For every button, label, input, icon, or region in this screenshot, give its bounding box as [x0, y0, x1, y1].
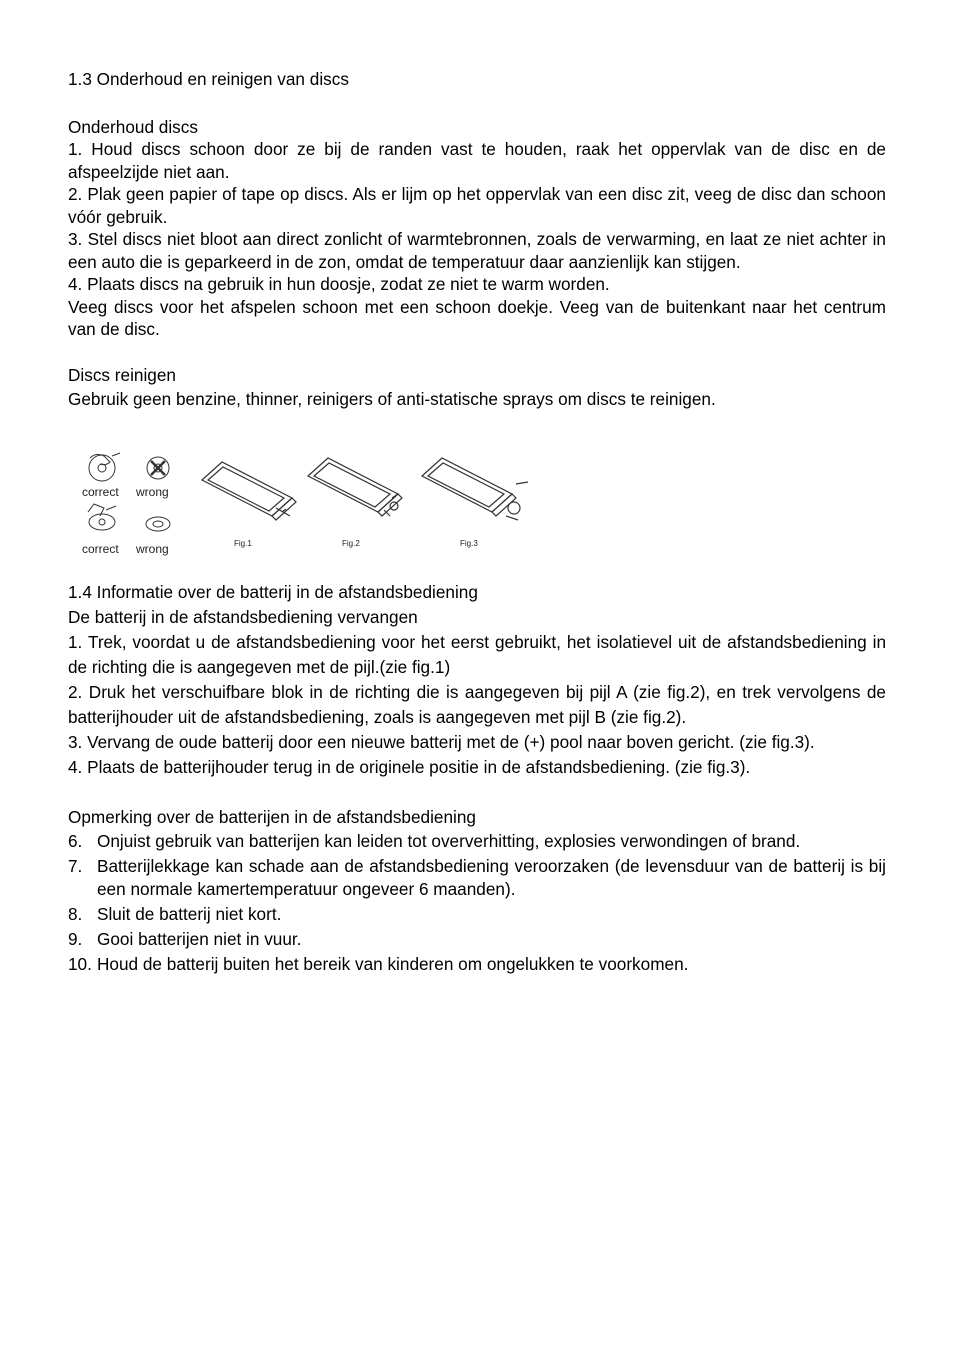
maintenance-item-1: 1. Houd discs schoon door ze bij de randen vast te houden, raak het oppervlak van de disc en de afspeelzijde niet aan. — [68, 139, 886, 182]
remote-fig2-illustration — [308, 458, 402, 516]
disc-and-remote-illustrations — [76, 450, 546, 560]
list-item: 9. Gooi batterijen niet in vuur. — [68, 928, 302, 949]
disc-wrong-handling-icon — [147, 457, 169, 479]
document-page — [68, 68, 886, 978]
maintenance-item-2: 2. Plak geen papier of tape op discs. Als er lijm op het oppervlak van een disc zit, veeg de disc dan schoon vóór gebruik. — [68, 184, 886, 227]
label-fig1: Fig.1 — [234, 539, 252, 548]
list-item: 6. Onjuist gebruik van batterijen kan leiden tot oververhitting, explosies verwondingen of brand. — [68, 831, 801, 851]
label-correct-1: correct — [82, 485, 119, 499]
label-wrong-1: wrong — [136, 485, 169, 499]
maintenance-item-3: 3. Stel discs niet bloot aan direct zonlicht of warmtebronnen, zoals de verwarming, en laat ze niet achter in een auto die is geparkeerd in de zon, omdat de temperatuur daar aanzienlijk kan stijgen. — [68, 229, 886, 272]
remote-fig3-illustration — [422, 458, 528, 520]
remote-fig1-illustration — [202, 462, 296, 520]
cleaning-text: Gebruik geen benzine, thinner, reinigers of anti-statische sprays om discs te reinigen. — [68, 388, 716, 409]
label-fig2: Fig.2 — [342, 539, 360, 548]
battery-step-2: 2. Druk het verschuifbare blok in de richting die is aangegeven bij pijl A (zie fig.2), en trek vervolgens de batterijhouder uit de afstandsbediening, zoals is aangegeven met pijl B (zie fig.2). — [68, 682, 886, 727]
list-item: 8. Sluit de batterij niet kort. — [68, 903, 282, 924]
label-fig3: Fig.3 — [460, 539, 478, 548]
section-heading-battery: 1.4 Informatie over de batterij in de afstandsbediening — [68, 582, 478, 602]
battery-step-3: 3. Vervang de oude batterij door een nieuwe batterij met de (+) pool naar boven gericht. (zie fig.3). — [68, 732, 815, 752]
battery-step-1: 1. Trek, voordat u de afstandsbediening voor het eerst gebruikt, het isolatievel uit de afstandsbediening in de richting die is aangegeven met de pijl.(zie fig.1) — [68, 632, 886, 677]
label-wrong-2: wrong — [136, 542, 169, 556]
subheading-maintenance: Onderhoud discs — [68, 116, 198, 137]
disc-wrong-wiping-icon — [146, 517, 170, 531]
list-item: 10. Houd de batterij buiten het bereik van kinderen om ongelukken te voorkomen. — [68, 953, 689, 974]
list-item: 7. Batterijlekkage kan schade aan de afstandsbediening veroorzaken (de levensduur van de batterij is bij een normale kamertemperatuur ongeveer 6 maanden). — [68, 856, 886, 899]
subheading-replace-battery: De batterij in de afstandsbediening vervangen — [68, 607, 418, 627]
subheading-cleaning: Discs reinigen — [68, 364, 176, 385]
disc-correct-wiping-icon — [88, 504, 116, 530]
section-heading-disc-care: 1.3 Onderhoud en reinigen van discs — [68, 69, 349, 89]
battery-step-4: 4. Plaats de batterijhouder terug in de originele positie in de afstandsbediening. (zie fig.3). — [68, 757, 751, 777]
label-correct-2: correct — [82, 542, 119, 556]
battery-notes-list — [68, 830, 886, 975]
maintenance-item-4: 4. Plaats discs na gebruik in hun doosje, zodat ze niet te warm worden. — [68, 274, 610, 294]
illustration-row — [68, 450, 886, 560]
wipe-instruction: Veeg discs voor het afspelen schoon met een schoon doekje. Veeg van de buitenkant naar het centrum van de disc. — [68, 296, 886, 339]
subheading-battery-notes: Opmerking over de batterijen in de afstandsbediening — [68, 807, 476, 827]
disc-correct-handling-icon — [89, 453, 120, 481]
